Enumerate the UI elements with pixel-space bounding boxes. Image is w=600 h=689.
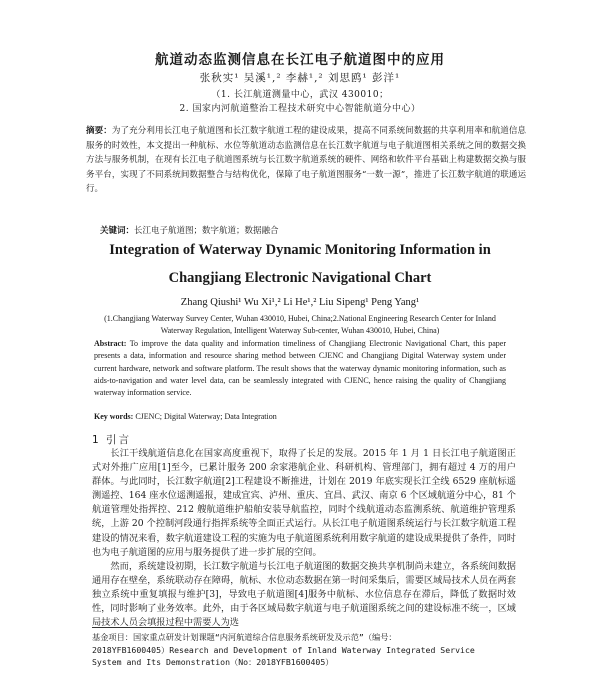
en-keywords [94, 412, 506, 421]
en-authors: Zhang Qiushi¹ Wu Xi¹,² Li He¹,² Liu Sipeng¹ Peng Yang¹ [180, 297, 420, 308]
en-abstract-text: To improve the data quality and information timeliness of Changjiang Electronic Navigational Chart, this paper presents a data, information and resource sharing method between CJENC and Changjiang Digital Waterway system under current hardware, network and software platform. The result shows that the waterway dynamic monitoring information, such as aids-to-navigation and water level data, can be seamlessly integrated with CJENC, hence raising the quality of Changjiang waterway information service. [94, 339, 507, 398]
en-keywords-label: Key words: [94, 412, 134, 421]
zh-keywords-label: 关键词： [100, 226, 135, 236]
section-heading-introduction: 1 引言 [92, 434, 132, 446]
en-title-line-2: Changjiang Electronic Navigational Chart [168, 270, 432, 286]
zh-affiliation-1: （1. 长江航道测量中心，武汉 430010； [211, 90, 389, 100]
zh-affiliation-2: 2. 国家内河航道整治工程技术研究中心智能航道分中心） [179, 104, 421, 114]
zh-abstract-label: 摘要： [86, 126, 112, 136]
zh-title: 航道动态监测信息在长江电子航道图中的应用 [155, 52, 445, 68]
zh-keywords-text: 长江电子航道图；数字航道；数据融合 [134, 226, 279, 236]
zh-keywords [100, 224, 530, 236]
footnote-divider [92, 627, 230, 628]
footnote-line-3: System and Its Demonstration（No：2018YFB1600405） [92, 657, 334, 667]
zh-abstract-text: 为了充分利用长江电子航道图和长江数字航道工程的建设成果，提高不同系统间数据的共享利用率和航道信息服务的时效性，本文提出一种航标、水位等航道动态监测信息在长江数字航道与电子航道图相关系统之间的数据交换方法与服务机制，在现有长江电子航道图系统与长江数字航道系统的硬件、网络和软件平台基础上构建数据交换与服务平台，实现了不同系统间数据整合与结构优化，保障了电子航道图服务“一数一源”，推进了长江数字航道的联通运行。 [86, 126, 526, 195]
zh-abstract [86, 124, 526, 197]
en-title-line-1: Integration of Waterway Dynamic Monitoring Information in [109, 242, 491, 258]
en-keywords-text: CJENC; Digital Waterway; Data Integration [135, 412, 277, 421]
zh-authors: 张秋实¹ 吴溪¹,² 李赫¹,² 刘思鸥¹ 彭洋¹ [199, 72, 401, 84]
footnote-line-2: 2018YFB1600405）Research and Development of Inland Waterway Integrated Service [92, 644, 475, 655]
footnote [92, 631, 512, 669]
body-text [92, 447, 516, 630]
footnote-line-1: 基金项目：国家重点研发计划课题“内河航道综合信息服务系统研发及示范”（编号： [92, 632, 397, 642]
en-abstract-label: Abstract: [94, 339, 127, 348]
body-paragraph-1: 长江干线航道信息化在国家高度重视下，取得了长足的发展。2015 年 1 月 1 日长江电子航道图正式对外推广应用[1]至今，已累计服务 200 余家港航企业、科研机构、管理部门，拥有超过 4 万的用户群体。与此同时，长江数字航道[2]工程建设不断推进，计划在 2019 年底实现长江全线 6529 座航标遥测遥控、164 座水位遥测遥报，建成宜宾、泸州、重庆、宜昌、武汉、南京 6 个区域航道分中心，81 个航道管理处指挥控、212 艘航道维护船舶安装导航监控，同时个线航道动态监测系统、航道维护管理系统，上游 20 个控制河段通行指挥系统等全面正式运行。从长江电子航道图系统运行与长江数字航道工程建设的情况来看，数字航道建设工程的实施为电子航道图系统利用数字航道的建设成果提供了条件，同时也为电子航道图的应用与服务提供了进一步扩展的空间。 [92, 448, 516, 558]
en-abstract [94, 338, 506, 399]
body-paragraph-2: 然而，系统建设初期，长江数字航道与长江电子航道图的数据交换共享机制尚未建立，各系统间数据通用存在壁垒，系统联动存在障碍，航标、水位动态数据在第一时间采集后，需要区域局技术人员在两套独立系统中重复填报与维护[3]，导致电子航道图[4]服务中航标、水位信息存在滞后，降低了数据时效性，同时影响了业务效率。此外，由于各区域局数字航道与电子航道图系统之间的建设标准不统一，区域局技术人员会填报过程中需要人为选 [92, 560, 516, 629]
en-affiliation: (1.Changjiang Waterway Survey Center, Wuhan 430010, Hubei, China;2.National Engineering Research Center for Inland Waterway Regulation, Intelligent Waterway Sub-center, Wuhan 430010, Hubei, China) [104, 314, 496, 335]
